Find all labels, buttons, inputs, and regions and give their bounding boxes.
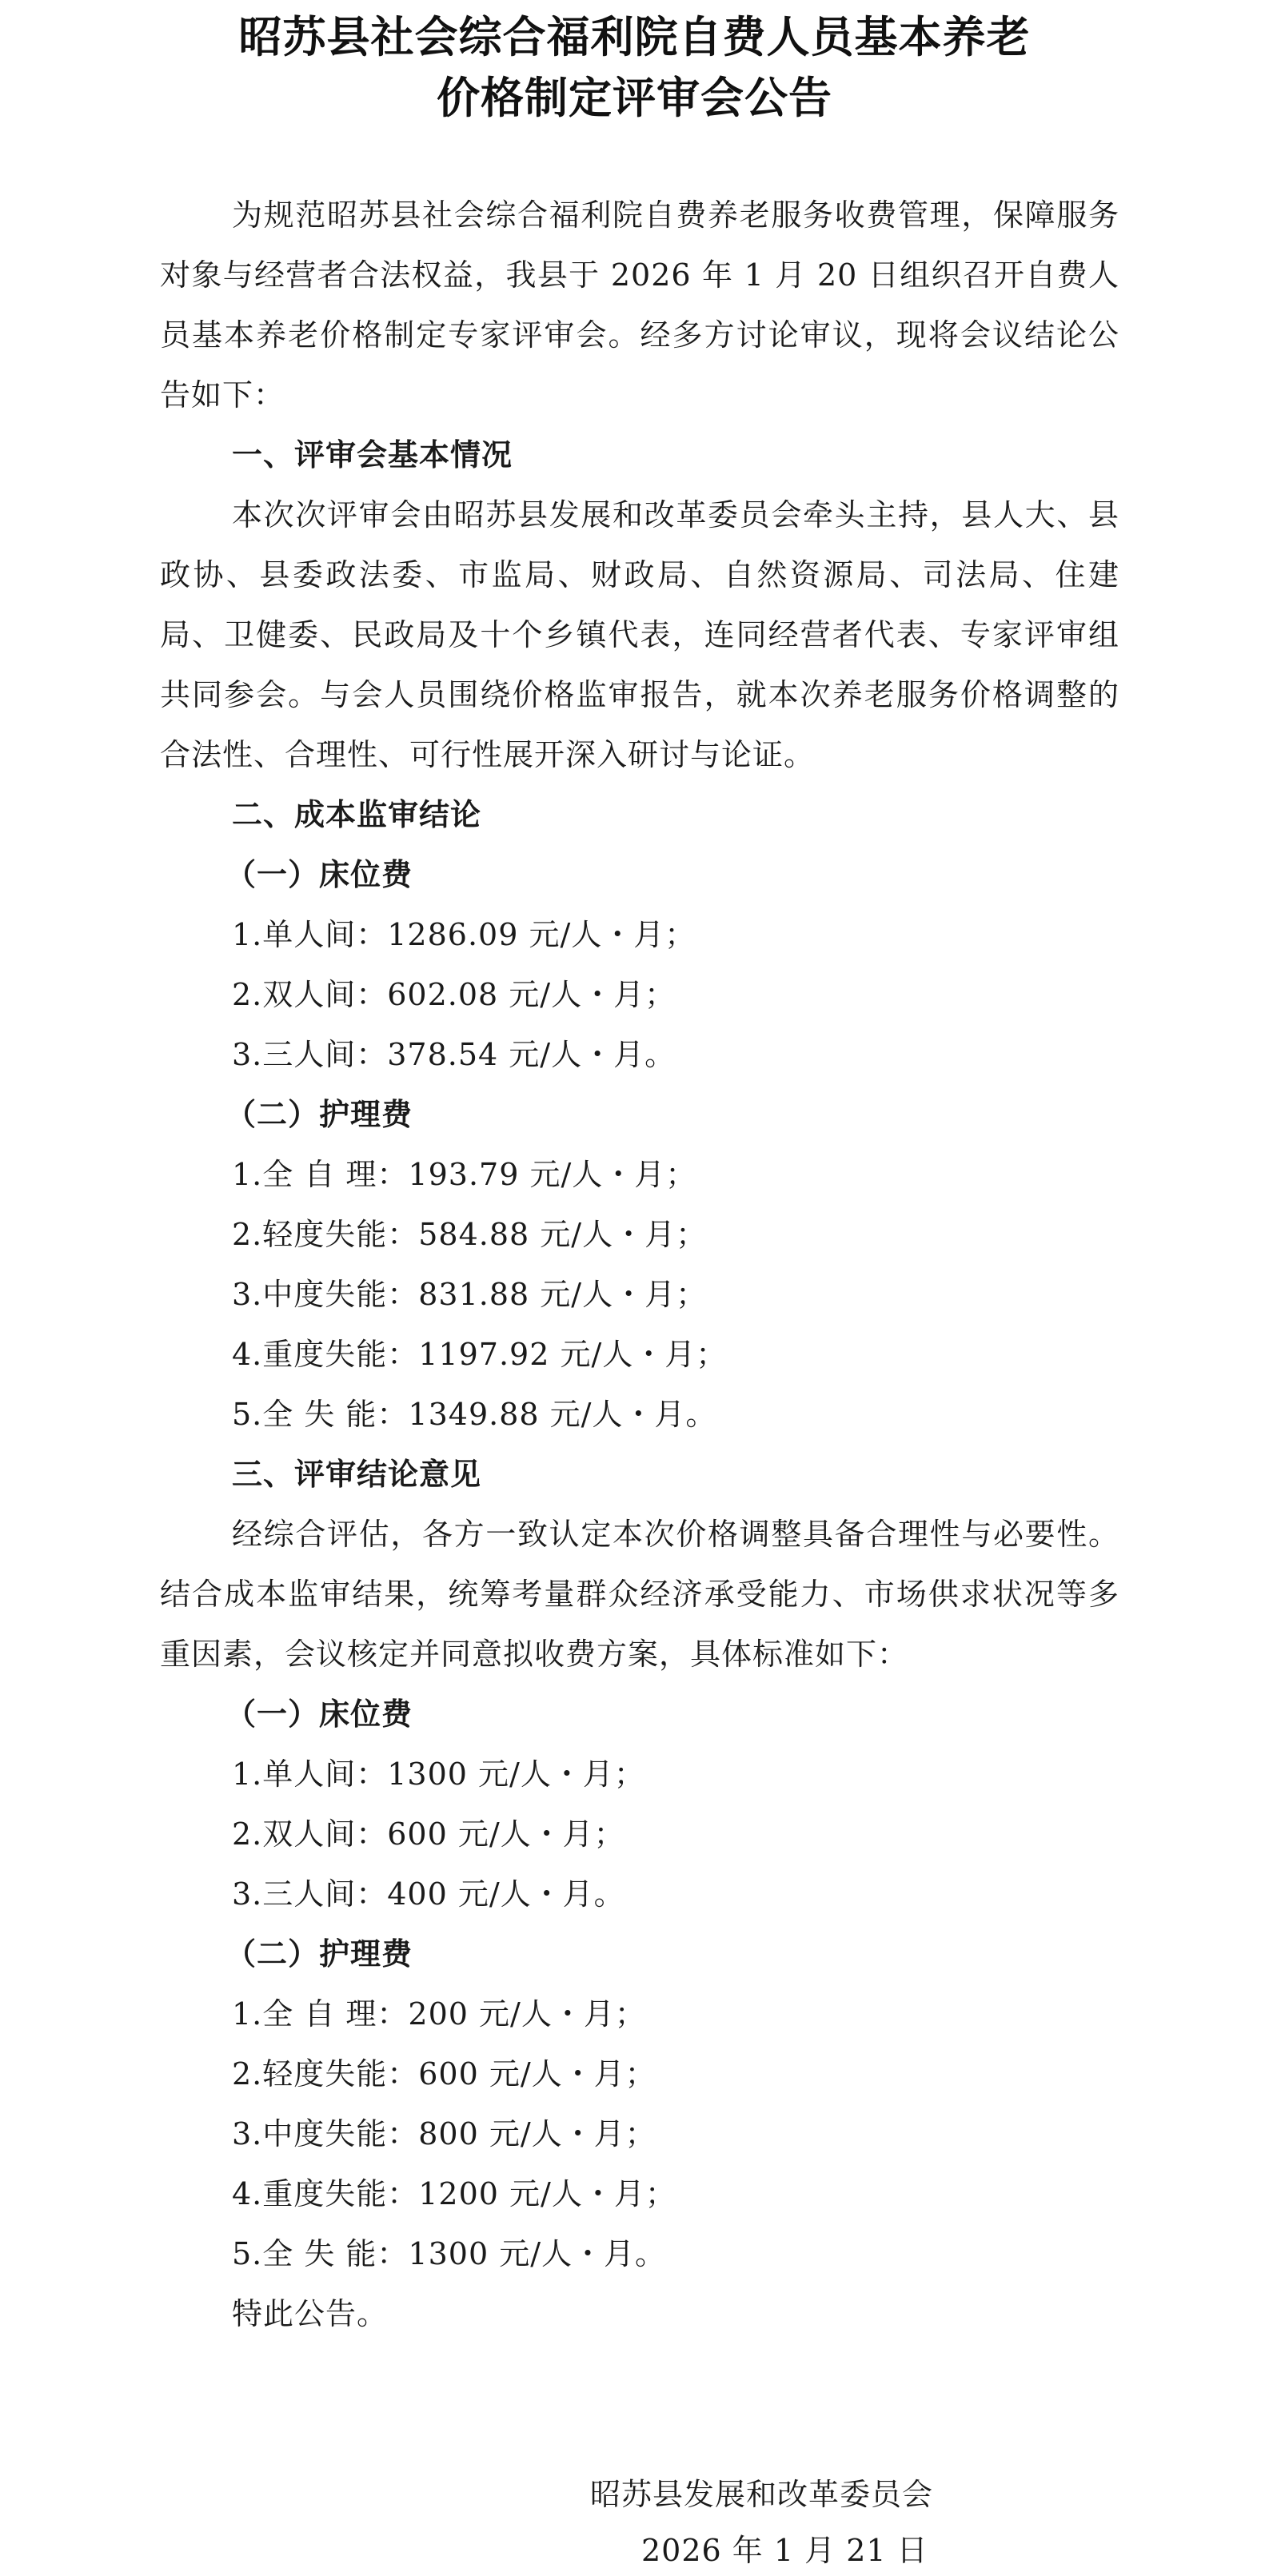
cost-care-item: 4.重度失能：1197.92 元/人・月；: [232, 1337, 728, 1372]
cost-care-item: 3.中度失能：831.88 元/人・月；: [232, 1277, 708, 1312]
approved-care-item: 3.中度失能：800 元/人・月；: [232, 2116, 656, 2151]
section-2-care-heading: （二）护理费: [225, 1097, 413, 1132]
cost-bed-item: 1.单人间：1286.09 元/人・月；: [232, 917, 696, 952]
document-body: [160, 185, 1119, 2344]
approved-care-item: 5.全 失 能：1300 元/人・月。: [232, 2236, 667, 2271]
document-title-line-2: 价格制定评审会公告: [437, 73, 832, 123]
issue-date: 2026 年 1 月 21 日: [641, 2533, 928, 2568]
approved-care-item: 4.重度失能：1200 元/人・月；: [232, 2176, 676, 2211]
cost-bed-item: 2.双人间：602.08 元/人・月；: [232, 977, 676, 1012]
approved-bed-item: 2.双人间：600 元/人・月；: [232, 1816, 625, 1852]
section-3-heading: 三、评审结论意见: [232, 1457, 482, 1492]
section-1-body: 本次次评审会由昭苏县发展和改革委员会牵头主持，县人大、县政协、县委政法委、市监局、财政局、自然资源局、司法局、住建局、卫健委、民政局及十个乡镇代表，连同经营者代表、专家评审组共同参会。与会人员围绕价格监审报告，就本次养老服务价格调整的合法性、合理性、可行性展开深入研讨与论证。: [160, 497, 1119, 772]
approved-care-item: 2.轻度失能：600 元/人・月；: [232, 2056, 656, 2092]
section-3-care-heading: （二）护理费: [225, 1936, 413, 1972]
issuer-name: 昭苏县发展和改革委员会: [590, 2477, 934, 2512]
approved-bed-item: 3.三人间：400 元/人・月。: [232, 1876, 625, 1912]
intro-paragraph: 为规范昭苏县社会综合福利院自费养老服务收费管理，保障服务对象与经营者合法权益，我县于 2026 年 1 月 20 日组织召开自费人员基本养老价格制定专家评审会。经多方讨论审议，现将会议结论公告如下：: [160, 197, 1119, 413]
section-1-heading: 一、评审会基本情况: [232, 437, 513, 473]
cost-care-item: 1.全 自 理：193.79 元/人・月；: [232, 1157, 697, 1192]
closing-statement: 特此公告。: [232, 2296, 389, 2331]
section-2-heading: 二、成本监审结论: [232, 797, 482, 832]
cost-bed-item: 3.三人间：378.54 元/人・月。: [232, 1037, 676, 1072]
section-2-bed-heading: （一）床位费: [225, 857, 413, 892]
cost-care-item: 5.全 失 能：1349.88 元/人・月。: [232, 1397, 717, 1432]
cost-care-item: 2.轻度失能：584.88 元/人・月；: [232, 1217, 708, 1252]
approved-bed-item: 1.单人间：1300 元/人・月；: [232, 1757, 645, 1792]
section-3-bed-heading: （一）床位费: [225, 1697, 413, 1732]
section-3-body: 经综合评估，各方一致认定本次价格调整具备合理性与必要性。结合成本监审结果，统筹考量群众经济承受能力、市场供求状况等多重因素，会议核定并同意拟收费方案，具体标准如下：: [160, 1517, 1119, 1672]
document-title-line-1: 昭苏县社会综合福利院自费人员基本养老: [238, 12, 1031, 62]
approved-care-item: 1.全 自 理：200 元/人・月；: [232, 1996, 646, 2032]
